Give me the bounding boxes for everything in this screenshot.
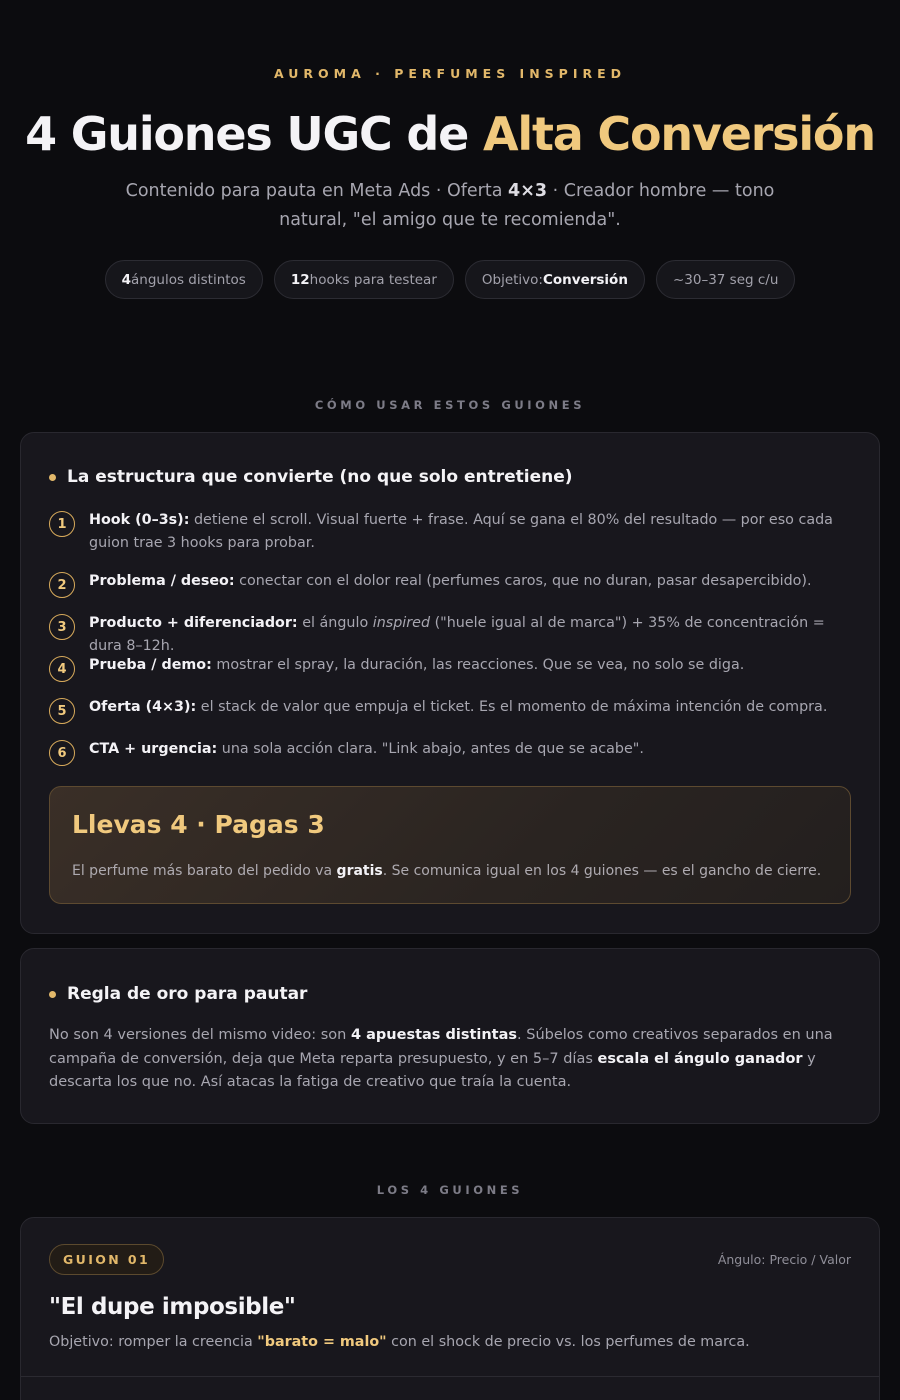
- step-description: mostrar el spray, la duración, las reacciones. Que se vea, no solo se diga.: [211, 657, 745, 673]
- step-text: [89, 509, 857, 555]
- step-number: 1: [49, 511, 75, 537]
- offer-title: Llevas 4 · Pagas 3: [72, 810, 325, 839]
- step-description: conectar con el dolor real (perfumes caros, que no duran, pasar desapercibido).: [234, 573, 812, 589]
- subtitle-text-end: · Creador hombre — tono natural, "el amigo que te recomienda".: [279, 181, 775, 230]
- bullet-dot-icon: [49, 991, 56, 998]
- step-number: 4: [49, 656, 75, 682]
- step-label: CTA + urgencia:: [89, 741, 218, 757]
- step-label: Oferta (4×3):: [89, 699, 197, 715]
- step-description: una sola acción clara. "Link abajo, antes de que se acabe".: [217, 741, 644, 757]
- pill-hooks: [274, 260, 454, 299]
- step-text: [89, 570, 857, 593]
- structure-heading: [49, 467, 573, 487]
- pill-objective-value: Conversión: [542, 271, 628, 288]
- stat-pills: [0, 260, 900, 299]
- script-angle: Ángulo: Precio / Valor: [717, 1252, 851, 1267]
- rule-text-bold: 4 apuestas distintas: [350, 1027, 518, 1043]
- script-objective-end: con el shock de precio vs. los perfumes de marca.: [386, 1334, 750, 1350]
- pill-duration-label: ~30–37 seg c/u: [672, 271, 779, 288]
- step-text: [89, 738, 857, 761]
- offer-text-start: El perfume más barato del pedido va: [72, 863, 337, 879]
- structure-card: [20, 432, 880, 934]
- step-number: 6: [49, 740, 75, 766]
- script-card: [20, 1217, 880, 1400]
- step-text: [89, 612, 857, 658]
- step-label: Hook (0–3s):: [89, 512, 190, 528]
- section-label-scripts: LOS 4 GUIONES: [376, 1183, 524, 1197]
- brand-eyebrow: AUROMA · PERFUMES INSPIRED: [273, 66, 627, 81]
- step-description-end: ("huele igual al de marca") + 35% de concentración = dura 8–12h.: [89, 615, 825, 654]
- title-accent: Alta Conversión: [482, 107, 875, 161]
- bullet-dot-icon: [49, 474, 56, 481]
- script-objective: [49, 1334, 750, 1350]
- rule-card: [20, 948, 880, 1124]
- step-label: Problema / deseo:: [89, 573, 235, 589]
- pill-hooks-count: 12: [290, 271, 310, 288]
- script-objective-highlight: "barato = malo": [257, 1334, 387, 1350]
- step-text: [89, 696, 857, 719]
- step-description: el ángulo: [297, 615, 373, 631]
- page-title: [0, 104, 900, 164]
- pill-objective-label: Objetivo:: [481, 271, 543, 288]
- step-label: Prueba / demo:: [89, 657, 212, 673]
- structure-title: La estructura que convierte (no que solo entretiene): [67, 467, 573, 487]
- subtitle-offer: 4×3: [508, 181, 548, 201]
- pill-angles-count: 4: [121, 271, 132, 288]
- rule-text-part: y descarta los que no. Así atacas la fatiga de creativo que traía la cuenta.: [49, 1050, 816, 1090]
- step-number: 5: [49, 698, 75, 724]
- pill-objective: [465, 260, 645, 299]
- script-badge: GUION 01: [49, 1244, 164, 1275]
- step-number: 2: [49, 572, 75, 598]
- title-main: 4 Guiones UGC de: [25, 107, 483, 161]
- step-label: Producto + diferenciador:: [89, 615, 298, 631]
- script-title: "El dupe imposible": [49, 1294, 296, 1320]
- pill-duration: [656, 260, 795, 299]
- offer-text-bold: gratis: [336, 863, 383, 879]
- step-description: el stack de valor que empuja el ticket. Es el momento de máxima intención de compra.: [196, 699, 828, 715]
- step-number: 3: [49, 614, 75, 640]
- rule-title: Regla de oro para pautar: [67, 984, 308, 1004]
- pill-angles-label: ángulos distintos: [131, 271, 246, 288]
- card-divider: [21, 1376, 879, 1377]
- step-description: detiene el scroll. Visual fuerte + frase. Aquí se gana el 80% del resultado — por eso cada guion trae 3 hooks para probar.: [89, 512, 833, 551]
- section-label-usage: CÓMO USAR ESTOS GUIONES: [314, 398, 586, 412]
- offer-text-end: . Se comunica igual en los 4 guiones — es el gancho de cierre.: [382, 863, 822, 879]
- step-text: [89, 654, 857, 677]
- rule-text-part: . Súbelos como creativos separados en una campaña de conversión, deja que Meta reparta presupuesto, y en 5–7 días: [49, 1027, 833, 1067]
- offer-callout: [49, 786, 851, 904]
- rule-text-part: No son 4 versiones del mismo video: son: [49, 1027, 351, 1043]
- rule-text: [49, 1024, 857, 1095]
- subtitle-text: Contenido para pauta en Meta Ads · Oferta: [125, 181, 509, 201]
- offer-text: [72, 863, 821, 879]
- rule-text-bold: escala el ángulo ganador: [597, 1050, 803, 1067]
- rule-heading: [49, 984, 307, 1004]
- script-objective-start: Objetivo: romper la creencia: [49, 1334, 258, 1350]
- pill-angles: [105, 260, 263, 299]
- step-emphasis: inspired: [372, 615, 431, 631]
- page-subtitle: [120, 177, 780, 235]
- pill-hooks-label: hooks para testear: [309, 271, 437, 288]
